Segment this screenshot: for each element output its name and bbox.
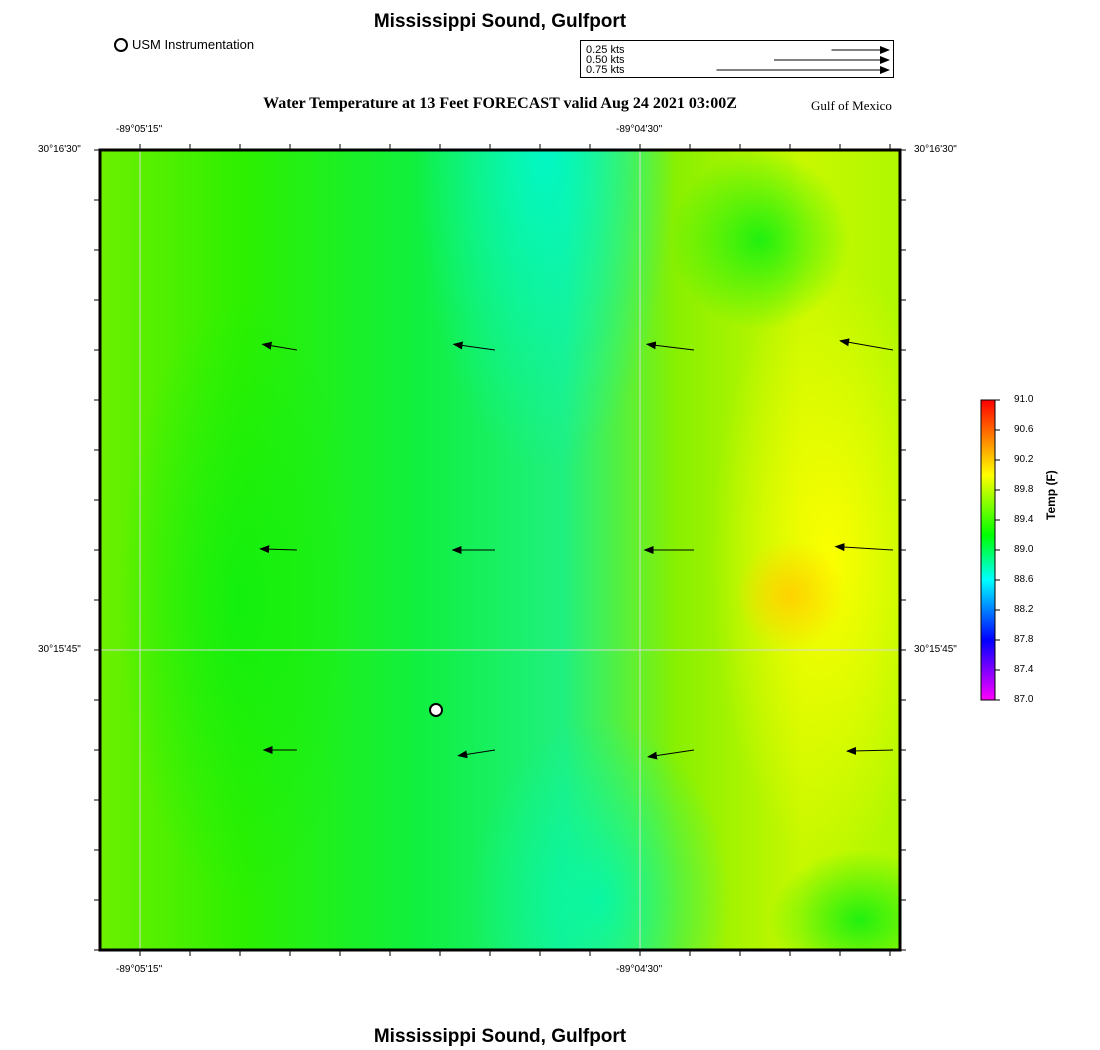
speed-legend-label-2: 0.50 kts [586,54,625,66]
map-title: Mississippi Sound, Gulfport [373,11,627,32]
lat-tick-left-1: 30°16'30" [38,144,81,155]
colorbar-tick-label: 88.6 [1014,574,1034,585]
lon-tick-top-2: -89°04'30" [616,124,663,135]
lon-tick-bottom-1: -89°05'15" [116,964,163,975]
colorbar-tick-label: 87.8 [1014,634,1034,645]
lat-tick-right-2: 30°15'45" [914,644,957,655]
lat-tick-right-1: 30°16'30" [914,144,957,155]
usm-station-marker[interactable] [430,704,442,716]
region-label: Gulf of Mexico [811,98,892,113]
speed-legend-label-1: 0.25 kts [586,44,625,56]
lon-tick-top-1: -89°05'15" [116,124,163,135]
map-subtitle: Water Temperature at 13 Feet FORECAST valid Aug 24 2021 03:00Z [263,95,737,112]
colorbar-tick-label: 89.8 [1014,484,1034,495]
colorbar-title: Temp (F) [1044,470,1058,520]
colorbar-tick-label: 90.2 [1014,454,1034,465]
footer-title: Mississippi Sound, Gulfport [373,1026,627,1047]
lon-tick-bottom-2: -89°04'30" [616,964,663,975]
colorbar-tick-label: 91.0 [1014,394,1034,405]
colorbar-tick-label: 90.6 [1014,424,1034,435]
lat-tick-left-2: 30°15'45" [38,644,81,655]
colorbar-tick-label: 87.4 [1014,664,1034,675]
speed-legend-label-3: 0.75 kts [586,64,625,76]
colorbar-tick-label: 87.0 [1014,694,1034,705]
colorbar-tick-label: 88.2 [1014,604,1034,615]
colorbar [975,395,1005,705]
colorbar-tick-label: 89.4 [1014,514,1034,525]
station-legend-label: USM Instrumentation [132,37,255,52]
colorbar-tick-label: 89.0 [1014,544,1034,555]
